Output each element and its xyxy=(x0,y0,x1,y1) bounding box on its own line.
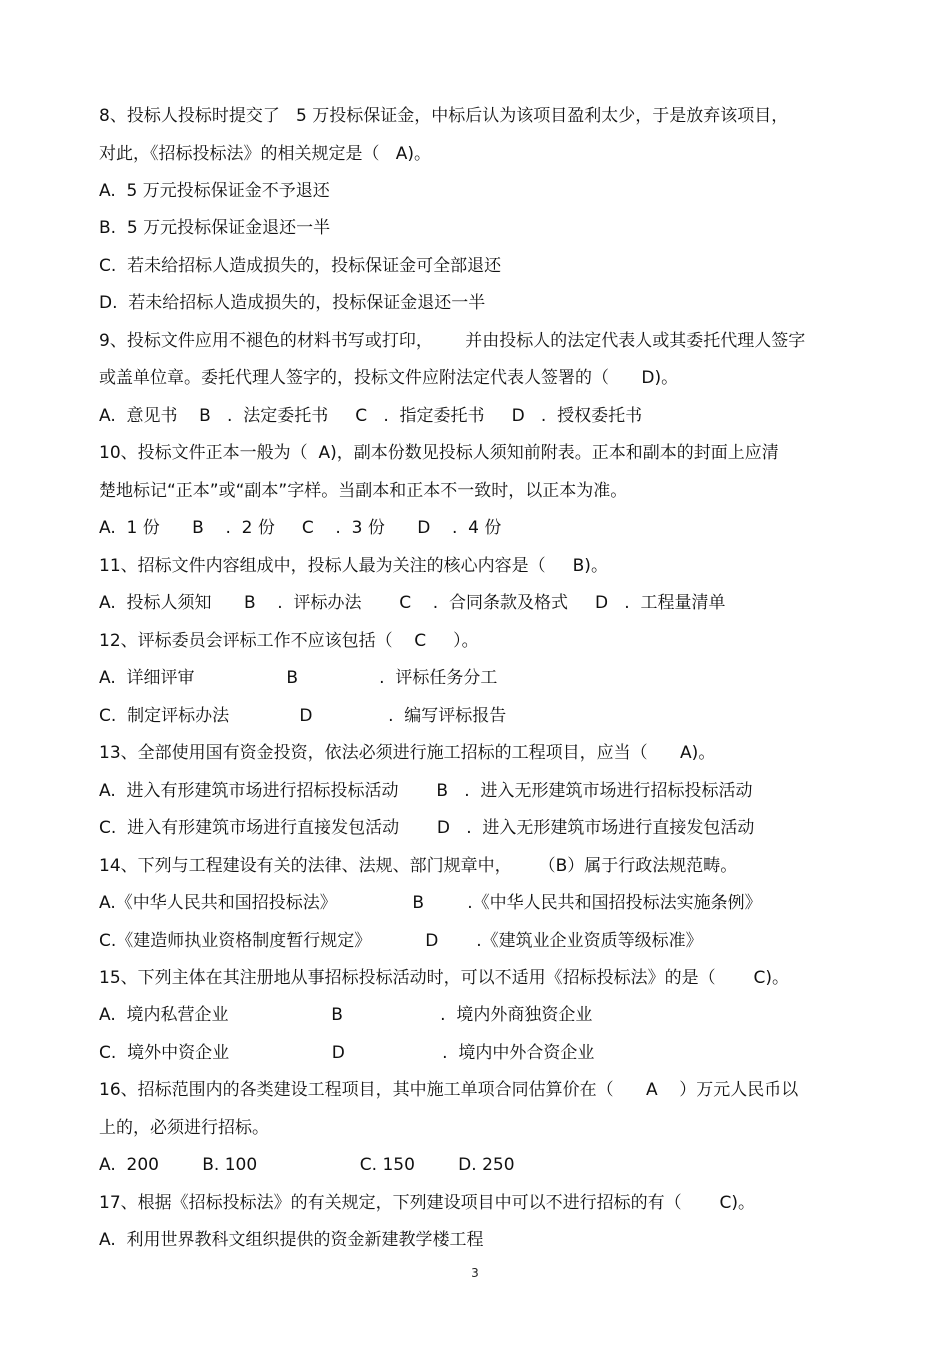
text-line: A. 境内私营企业 B . 境内外商独资企业 xyxy=(99,1005,593,1025)
text-line: 楚地标记“正本”或“副本”字样。当副本和正本不一致时，以正本为准。 xyxy=(99,481,628,501)
text-line: C. 制定评标办法 D . 编写评标报告 xyxy=(99,706,507,726)
text-line: D. 若未给招标人造成损失的，投标保证金退还一半 xyxy=(99,293,486,313)
text-line: 9、投标文件应用不褪色的材料书写或打印， 并由投标人的法定代表人或其委托代理人签字 xyxy=(99,331,806,351)
text-line: 上的，必须进行招标。 xyxy=(99,1118,269,1138)
text-line: 12、评标委员会评标工作不应该包括（ C ）。 xyxy=(99,631,479,651)
page-number: 3 xyxy=(471,1266,479,1280)
text-line: 14、下列与工程建设有关的法律、法规、部门规章中， （B）属于行政法规范畴。 xyxy=(99,856,738,876)
text-line: C. 进入有形建筑市场进行直接发包活动 D . 进入无形建筑市场进行直接发包活动 xyxy=(99,818,755,838)
text-line: 16、招标范围内的各类建设工程项目，其中施工单项合同估算价在（ A ）万元人民币以 xyxy=(99,1080,799,1100)
text-line: C. 若未给招标人造成损失的，投标保证金可全部退还 xyxy=(99,256,502,276)
text-line: 13、全部使用国有资金投资，依法必须进行施工招标的工程项目，应当（ A)。 xyxy=(99,743,716,763)
text-line: 17、根据《招标投标法》的有关规定，下列建设项目中可以不进行招标的有（ C)。 xyxy=(99,1193,755,1213)
text-line: A.《中华人民共和国招投标法》 B .《中华人民共和国招投标法实施条例》 xyxy=(99,893,762,913)
text-line: 11、招标文件内容组成中，投标人最为关注的核心内容是（ B)。 xyxy=(99,556,608,576)
text-line: C. 境外中资企业 D . 境内中外合资企业 xyxy=(99,1043,595,1063)
text-line: B. 5 万元投标保证金退还一半 xyxy=(99,218,331,238)
text-line: A. 利用世界教科文组织提供的资金新建教学楼工程 xyxy=(99,1230,484,1250)
text-line: A. 详细评审 B . 评标任务分工 xyxy=(99,668,498,688)
text-line: A. 1 份 B . 2 份 C . 3 份 D . 4 份 xyxy=(99,518,502,538)
text-line: A. 200 B. 100 C. 150 D. 250 xyxy=(99,1155,515,1175)
text-line: A. 进入有形建筑市场进行招标投标活动 B . 进入无形建筑市场进行招标投标活动 xyxy=(99,781,753,801)
text-line: 15、下列主体在其注册地从事招标投标活动时，可以不适用《招标投标法》的是（ C)。 xyxy=(99,968,789,988)
text-line: 或盖单位章。委托代理人签字的，投标文件应附法定代表人签署的（ D)。 xyxy=(99,368,679,388)
text-line: A. 意见书 B . 法定委托书 C . 指定委托书 D . 授权委托书 xyxy=(99,406,643,426)
text-line: A. 投标人须知 B . 评标办法 C . 合同条款及格式 D . 工程量清单 xyxy=(99,593,726,613)
text-line: C.《建造师执业资格制度暂行规定》 D .《建筑业企业资质等级标准》 xyxy=(99,931,703,951)
text-line: 对此，《招标投标法》的相关规定是（ A)。 xyxy=(99,144,431,164)
text-line: A. 5 万元投标保证金不予退还 xyxy=(99,181,330,201)
text-line: 8、投标人投标时提交了 5 万投标保证金，中标后认为该项目盈利太少，于是放弃该项目， xyxy=(99,106,789,126)
text-line: 10、投标文件正本一般为（ A)，副本份数见投标人须知前附表。正本和副本的封面上应清 xyxy=(99,443,779,463)
